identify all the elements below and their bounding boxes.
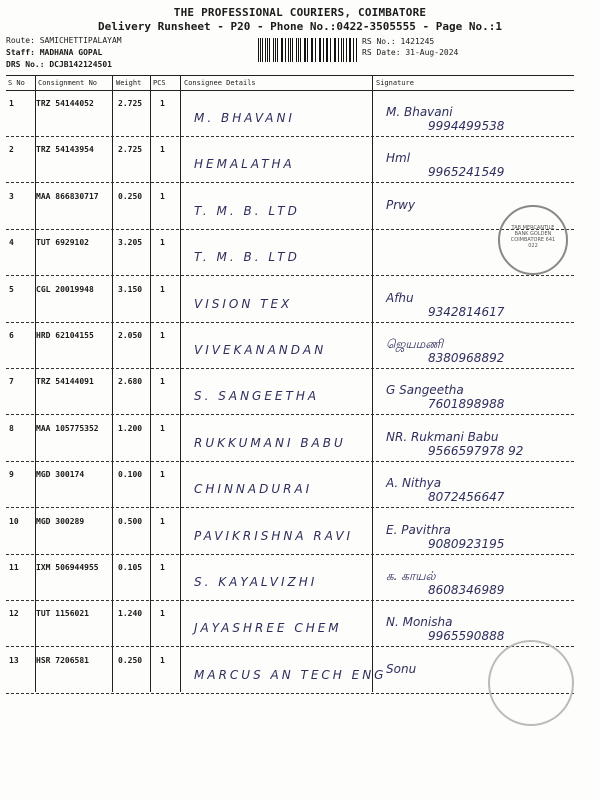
staff-label: Staff: MADHANA GOPAL bbox=[6, 48, 103, 57]
consignment-number: TRZ 54144091 bbox=[36, 377, 94, 387]
receiver-signature: Afhu bbox=[386, 290, 414, 305]
receiver-phone: 8608346989 bbox=[428, 583, 505, 597]
consignment-number: HRD 62104155 bbox=[36, 331, 94, 340]
table-row bbox=[6, 601, 574, 647]
receiver-signature: Sonu bbox=[386, 661, 417, 676]
col-signature: Signature bbox=[376, 79, 414, 87]
consignee-name: HEMALATHA bbox=[194, 157, 295, 172]
consignee-name: T. M. B. LTD bbox=[194, 250, 300, 265]
table-row bbox=[6, 184, 574, 230]
col-pcs: PCS bbox=[153, 79, 166, 87]
barcode-bar bbox=[277, 38, 278, 62]
barcode-bar bbox=[338, 38, 339, 62]
receiver-phone: 9994499538 bbox=[428, 119, 505, 133]
barcode-bar bbox=[312, 38, 313, 62]
route-label: Route: SAMICHETTIPALAYAM bbox=[6, 36, 122, 45]
table-row bbox=[6, 416, 574, 462]
consignee-name: MARCUS AN TECH ENG bbox=[194, 667, 387, 682]
table-row bbox=[6, 230, 574, 276]
weight-value: 3.150 bbox=[118, 284, 143, 294]
consignee-name: S. SANGEETHA bbox=[194, 389, 320, 404]
barcode-bar bbox=[300, 38, 301, 62]
weight-value: 1.200 bbox=[118, 423, 143, 433]
barcode-bar bbox=[285, 38, 286, 62]
consignee-name: JAYASHREE CHEM bbox=[194, 621, 342, 636]
barcode bbox=[258, 38, 358, 62]
barcode-bar bbox=[350, 38, 351, 62]
consignment-number: MAA 105775352 bbox=[36, 423, 99, 433]
pieces-count: 1 bbox=[160, 563, 165, 572]
serial-number: 11 bbox=[9, 563, 19, 572]
pieces-count: 1 bbox=[160, 609, 165, 619]
runsheet-title: Delivery Runsheet - P20 - Phone No.:0422-3505555 - Page No.:1 bbox=[98, 20, 502, 33]
table-row bbox=[6, 277, 574, 323]
receiver-phone: 9965590888 bbox=[428, 629, 505, 644]
col-weight: Weight bbox=[116, 79, 142, 87]
consignment-number: TRZ 54144052 bbox=[36, 99, 94, 108]
consignee-name: PAVIKRISHNA RAVI bbox=[194, 528, 354, 543]
barcode-bar bbox=[269, 38, 270, 62]
consignment-number: TUT 1156021 bbox=[36, 609, 89, 619]
weight-value: 2.725 bbox=[118, 145, 143, 155]
consignee-name: CHINNADURAI bbox=[194, 482, 313, 497]
table-row bbox=[6, 509, 574, 555]
company-title: THE PROFESSIONAL COURIERS, COIMBATORE bbox=[173, 6, 427, 19]
receiver-phone: 9080923195 bbox=[428, 536, 505, 551]
barcode-bar bbox=[330, 38, 331, 62]
pieces-count: 1 bbox=[160, 516, 165, 526]
consignee-name: RUKKUMANI BABU bbox=[194, 435, 346, 450]
weight-value: 1.240 bbox=[118, 609, 143, 619]
serial-number: 6 bbox=[9, 331, 14, 340]
drs-label: DRS No.: DCJB142124501 bbox=[6, 60, 112, 69]
consignment-number: IXM 506944955 bbox=[36, 563, 99, 572]
pieces-count: 1 bbox=[160, 377, 165, 387]
receiver-phone: 8380968892 bbox=[428, 351, 505, 365]
consignment-number: MGD 300174 bbox=[36, 470, 85, 480]
barcode-bar bbox=[265, 38, 266, 62]
receiver-signature: G Sangeetha bbox=[386, 383, 464, 398]
pieces-count: 1 bbox=[160, 470, 165, 480]
weight-value: 0.250 bbox=[118, 655, 143, 665]
receiver-signature: E. Pavithra bbox=[386, 522, 451, 537]
col-consignee: Consignee Details bbox=[184, 79, 256, 87]
stamp-text: TAB MERCANTILE BANK GOLDEN COIMBATORE 641 022 bbox=[510, 225, 556, 249]
consignment-number: MAA 866830717 bbox=[36, 191, 99, 201]
consignment-number: TUT 6929102 bbox=[36, 238, 89, 248]
serial-number: 7 bbox=[9, 377, 14, 387]
barcode-bar bbox=[343, 38, 344, 62]
pieces-count: 1 bbox=[160, 423, 165, 433]
serial-number: 8 bbox=[9, 423, 14, 433]
col-consignment: Consignment No bbox=[38, 79, 98, 87]
receiver-phone: 9342814617 bbox=[428, 304, 505, 319]
barcode-bar bbox=[320, 38, 321, 62]
receiver-signature: N. Monisha bbox=[386, 615, 453, 630]
receiver-signature: NR. Rukmani Babu bbox=[386, 429, 499, 444]
pieces-count: 1 bbox=[160, 655, 165, 665]
table-header bbox=[6, 75, 574, 91]
pieces-count: 1 bbox=[160, 238, 165, 248]
barcode-bar bbox=[327, 38, 328, 62]
rs-date: RS Date: 31-Aug-2024 bbox=[362, 48, 459, 57]
weight-value: 2.680 bbox=[118, 377, 143, 387]
consignment-number: HSR 7206581 bbox=[36, 655, 89, 665]
serial-number: 1 bbox=[9, 99, 14, 108]
bank-stamp bbox=[498, 205, 568, 275]
table-row bbox=[6, 555, 574, 601]
receiver-signature: Hml bbox=[386, 151, 411, 166]
receiver-phone: 7601898988 bbox=[428, 397, 505, 412]
table-row bbox=[6, 323, 574, 369]
weight-value: 0.500 bbox=[118, 516, 143, 526]
consignee-name: T. M. B. LTD bbox=[194, 203, 300, 218]
serial-number: 13 bbox=[9, 655, 19, 665]
pieces-count: 1 bbox=[160, 191, 165, 201]
receiver-phone: 8072456647 bbox=[428, 490, 505, 505]
serial-number: 4 bbox=[9, 238, 14, 248]
serial-number: 5 bbox=[9, 284, 14, 294]
serial-number: 10 bbox=[9, 516, 19, 526]
barcode-bar bbox=[356, 38, 357, 62]
barcode-bar bbox=[258, 38, 259, 62]
consignment-number: CGL 20019948 bbox=[36, 284, 94, 294]
consignee-name: VISION TEX bbox=[194, 296, 293, 311]
weight-value: 3.205 bbox=[118, 238, 143, 248]
barcode-bar bbox=[307, 38, 308, 62]
receiver-signature: M. Bhavani bbox=[386, 105, 453, 119]
pieces-count: 1 bbox=[160, 145, 165, 155]
pieces-count: 1 bbox=[160, 331, 165, 340]
receiver-phone: 9566597978 92 bbox=[428, 443, 524, 458]
receiver-signature: Prwy bbox=[386, 197, 416, 212]
pieces-count: 1 bbox=[160, 284, 165, 294]
col-sno: S No bbox=[8, 79, 25, 87]
barcode-bar bbox=[296, 38, 297, 62]
weight-value: 2.725 bbox=[118, 99, 143, 108]
table-row bbox=[6, 462, 574, 508]
consignee-name: VIVEKANANDAN bbox=[194, 343, 327, 357]
rs-number: RS No.: 1421245 bbox=[362, 37, 435, 46]
consignee-name: M. BHAVANI bbox=[194, 111, 295, 125]
serial-number: 3 bbox=[9, 191, 14, 201]
receiver-signature: ஜெயமணி bbox=[386, 337, 444, 351]
table-row bbox=[6, 91, 574, 137]
receiver-phone: 9965241549 bbox=[428, 165, 505, 180]
weight-value: 2.050 bbox=[118, 331, 143, 340]
seal-stamp bbox=[488, 640, 574, 726]
table-row bbox=[6, 137, 574, 183]
weight-value: 0.250 bbox=[118, 191, 143, 201]
receiver-signature: க. காயல் bbox=[386, 569, 436, 583]
pieces-count: 1 bbox=[160, 99, 165, 108]
serial-number: 9 bbox=[9, 470, 14, 480]
consignee-name: S. KAYALVIZHI bbox=[194, 575, 318, 589]
receiver-signature: A. Nithya bbox=[386, 476, 442, 491]
consignment-number: MGD 300289 bbox=[36, 516, 85, 526]
serial-number: 2 bbox=[9, 145, 14, 155]
consignment-number: TRZ 54143954 bbox=[36, 145, 94, 155]
weight-value: 0.105 bbox=[118, 563, 143, 572]
serial-number: 12 bbox=[9, 609, 19, 619]
weight-value: 0.100 bbox=[118, 470, 143, 480]
table-row bbox=[6, 369, 574, 415]
barcode-bar bbox=[288, 38, 289, 62]
